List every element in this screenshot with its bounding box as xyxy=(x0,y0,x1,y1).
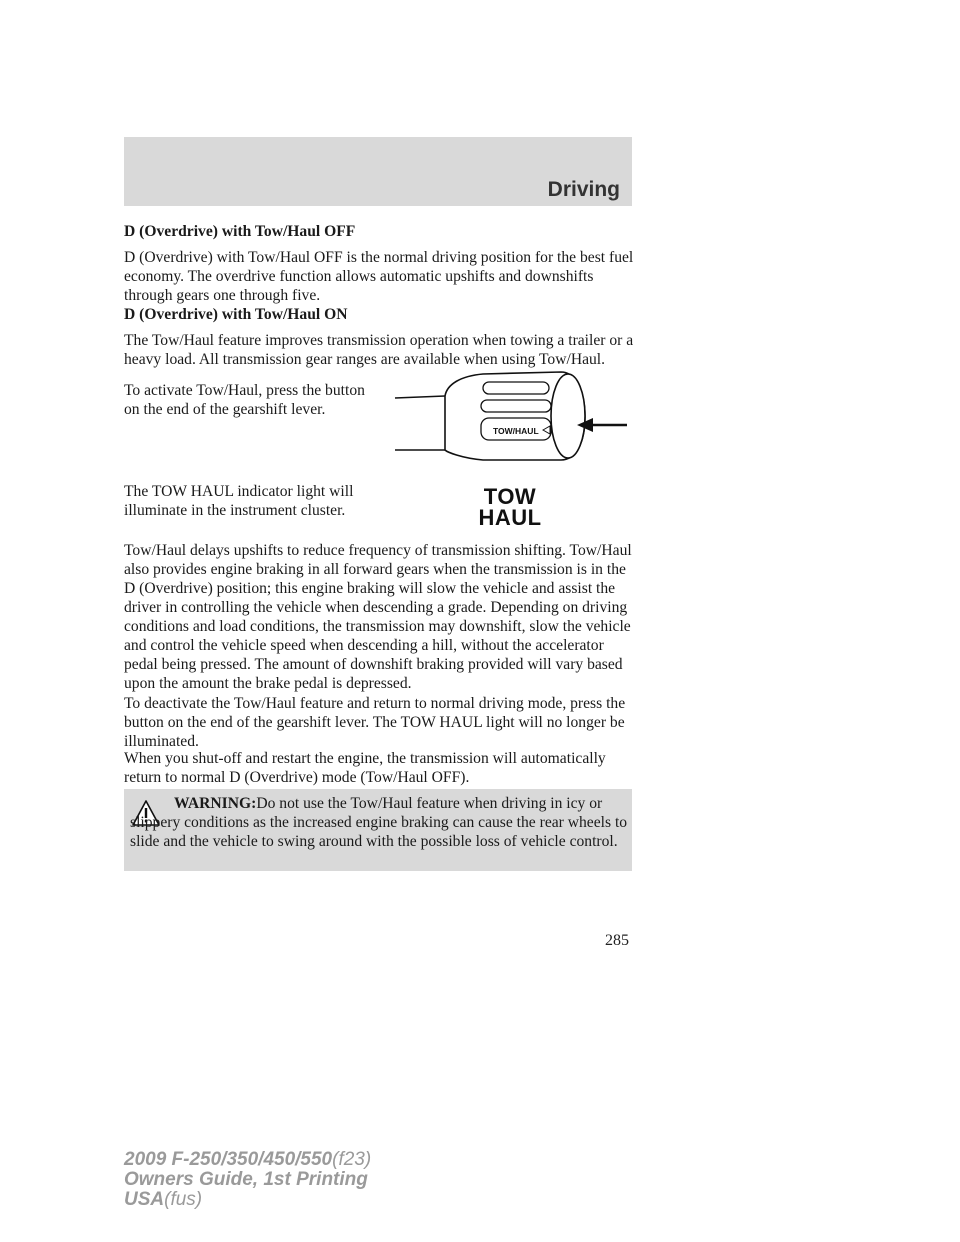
paragraph-deactivate: To deactivate the Tow/Haul feature and return to normal driving mode, press the button on the end of the gearshift lever. The TOW HAUL light will no longer be illuminated. xyxy=(124,695,626,750)
paragraph-activate: To activate Tow/Haul, press the button on the end of the gearshift lever. xyxy=(124,382,365,418)
tow-haul-indicator xyxy=(455,486,565,528)
warning-body: Do not use the Tow/Haul feature when driving in icy or slippery conditions as the increased engine braking can cause the rear wheels to slide and the vehicle to swing around with the possible loss of vehicle control. xyxy=(130,795,628,850)
indicator-line-1: TOW xyxy=(483,484,537,509)
button-label: TOW/HAUL xyxy=(493,426,539,436)
footer-model: 2009 F-250/350/450/550 xyxy=(124,1149,333,1170)
paragraph-tow-haul-feature: The Tow/Haul feature improves transmission operation when towing a trailer or a heavy load. All transmission gear ranges are available when using Tow/Haul. xyxy=(124,332,634,368)
footer-printing: Owners Guide, 1st Printing xyxy=(124,1169,368,1190)
paragraph-overdrive-off: D (Overdrive) with Tow/Haul OFF is the normal driving position for the best fuel economy. The overdrive function allows automatic upshifts and downshifts through gears one through five. xyxy=(124,249,634,304)
indicator-line-2: HAUL xyxy=(478,505,542,530)
page-number: 285 xyxy=(605,932,629,949)
paragraph-delays-upshifts: Tow/Haul delays upshifts to reduce frequency of transmission shifting. Tow/Haul also provides engine braking in all forward gears when the transmission is in the D (Overdrive) position; this engine braking will slow the vehicle and assist the driver in controlling the vehicle when descending a grade. Depending on driving conditions and load conditions, the transmission may downshift, slow the vehicle and control the vehicle speed when descending a hill, without the accelerator pedal being pressed. The amount of downshift braking provided will vary based upon the amount the brake pedal is depressed. xyxy=(124,542,632,692)
footer-region-code: (fus) xyxy=(164,1189,203,1210)
section-title: Driving xyxy=(547,178,620,201)
footer xyxy=(124,1150,371,1210)
warning-text xyxy=(130,794,628,851)
warning-label: WARNING: xyxy=(174,795,257,812)
paragraph-restart: When you shut-off and restart the engine, the transmission will automatically return to normal D (Overdrive) mode (Tow/Haul OFF). xyxy=(124,750,606,786)
header-band xyxy=(124,137,632,206)
gearshift-button-illustration xyxy=(393,362,633,468)
paragraph-indicator: The TOW HAUL indicator light will illuminate in the instrument cluster. xyxy=(124,483,354,519)
heading-tow-haul-off: D (Overdrive) with Tow/Haul OFF xyxy=(124,223,356,240)
footer-region: USA xyxy=(124,1189,165,1210)
heading-tow-haul-on: D (Overdrive) with Tow/Haul ON xyxy=(124,306,348,323)
warning-box xyxy=(124,789,632,871)
footer-model-code: (f23) xyxy=(332,1149,372,1170)
